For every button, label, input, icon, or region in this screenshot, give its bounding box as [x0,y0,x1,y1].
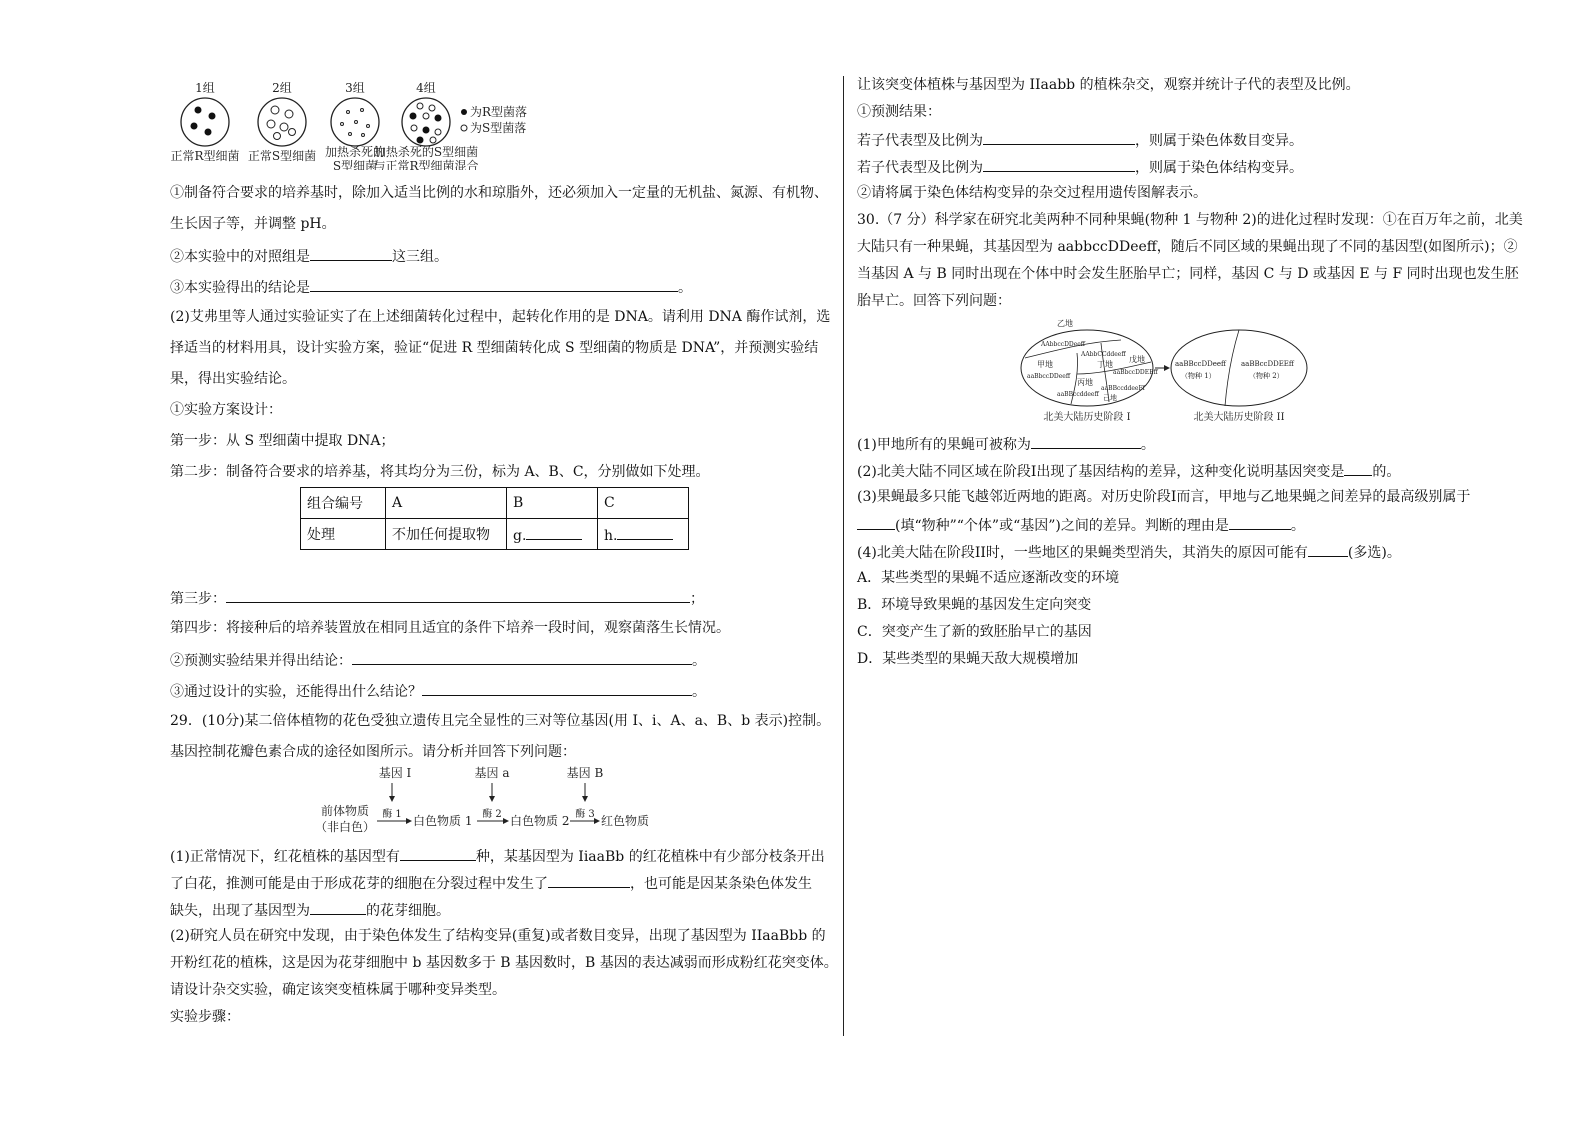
text-line: ①实验方案设计： [170,402,282,418]
region-jia-label: 甲地 [1037,360,1053,369]
colony-figure [170,78,550,170]
stage1-caption: 北美大陆历史阶段 I [1043,412,1131,423]
answer-blank[interactable] [983,130,1135,145]
answer-blank[interactable] [1308,542,1348,557]
species2-genotype: aaBBccDDEEff [1241,360,1294,368]
text-line: 第一步：从 S 型细菌中提取 DNA； [170,433,395,449]
text-line: 第四步：将接种后的培养装置放在相同且适宜的条件下培养一段时间，观察菌落生长情况。 [170,620,730,636]
genotype-ji: aaBBccddeeFf [1101,385,1145,392]
question-conclusion: ③本实验得出的结论是 。 [170,277,692,297]
option-d[interactable]: D．某些类型的果蝇天敌大规模增加 [857,651,1079,667]
text-line: 生长因子等，并调整 pH。 [170,216,336,232]
species1-label: （物种 1） [1181,372,1216,380]
legend-s-label: 为S型菌落 [470,121,527,135]
answer-blank[interactable] [310,900,366,915]
table-cell: 组合编号 [301,488,386,519]
question-29-stem: 29．(10分)某二倍体植物的花色受独立遗传且完全显性的三对等位基因(用 I、i、A、a、B、b 表示)控制。 [170,713,831,729]
genotype-wu: aaBbccDDEEff [1113,369,1158,376]
table-cell: 处理 [301,519,386,550]
species1-genotype: aaBBccDDeeff [1175,360,1226,368]
option-c[interactable]: C．突变产生了新的致胚胎早亡的基因 [857,624,1092,640]
answer-blank[interactable] [617,525,673,540]
q29-sub1: (1)正常情况下，红花植株的基因型有 种，某基因型为 IiaaBb 的红花植株中有少部分枝条开出 [170,846,825,866]
fruitfly-region-diagram [1017,316,1317,428]
stage2-ellipse [1171,330,1307,406]
text-line: 胎早亡。回答下列问题： [857,293,1011,309]
legend-s-dot [461,125,467,131]
text-line: 当基因 A 与 B 同时出现在个体中时会发生胚胎早亡；同样，基因 C 与 D 或基因 E 与 F 同时出现也发生胚 [857,266,1519,282]
table-cell: C [598,488,689,519]
pigment-pathway-diagram [315,765,675,837]
dish-3 [331,98,379,146]
group-1-label: 1组 [195,81,215,95]
group-4-caption-2: 与正常R型细菌混合 [373,159,479,170]
table-row [301,519,689,550]
table-cell: A [386,488,507,519]
text-line: 第二步：制备符合要求的培养基，将其均分为三份，标为 A、B、C，分别做如下处理。 [170,464,710,480]
answer-blank[interactable] [226,588,690,603]
genotype-bing: aaBBccddeeff [1057,391,1099,398]
text-line: 请设计杂交实验，确定该突变植株属于哪种变异类型。 [170,982,506,998]
answer-blank[interactable] [400,846,476,861]
option-a[interactable]: A．某些类型的果蝇不适应逐渐改变的环境 [857,570,1120,586]
text-line: (2)研究人员在研究中发现，由于染色体发生了结构变异(重复)或者数目变异，出现了基因型为 IIaaBbb 的 [170,928,826,944]
red-label: 红色物质 [601,814,650,828]
group-3-label: 3组 [345,81,365,95]
genotype-ding: AAbbCCddeeff [1081,351,1126,358]
table-cell: 不加任何提取物 [386,519,507,550]
region-bing-label: 丙地 [1077,378,1093,387]
answer-blank[interactable] [983,157,1135,172]
legend-r-label: 为R型菌落 [470,105,528,119]
group-4-caption-1: 加热杀死的S型细菌 [373,145,479,159]
table-cell: g. [507,519,598,550]
answer-blank[interactable] [1344,461,1372,476]
precursor-label: 前体物质 [320,804,370,818]
species2-label: （物种 2） [1249,372,1284,380]
q30-sub3-line2: (填“物种”“个体”或“基因”)之间的差异。判断的理由是 。 [857,515,1305,535]
text-line: 让该突变体植株与基因型为 IIaabb 的植株杂交，观察并统计子代的表型及比例。 [857,77,1360,93]
text-line: ②请将属于染色体结构变异的杂交过程用遗传图解表示。 [857,185,1207,201]
q29-sub1-line2: 了白花，推测可能是由于形成花芽的细胞在分裂过程中发生了 ，也可能是因某条染色体发生 [170,873,812,893]
q30-sub3: (3)果蝇最多只能飞越邻近两地的距离。对历史阶段I而言，甲地与乙地果蝇之间差异的最高级别属于 [857,489,1471,505]
question-control-group: ②本实验中的对照组是 这三组。 [170,246,448,266]
answer-blank[interactable] [1229,515,1291,530]
region-yi-label: 乙地 [1057,319,1073,328]
table-row [301,488,689,519]
answer-blank[interactable] [422,681,692,696]
answer-blank[interactable] [352,650,692,665]
group-3-caption-2: S型细菌 [332,159,378,170]
group-2-label: 2组 [272,81,292,95]
white-1-label: 白色物质 1 [413,814,473,828]
table-cell: B [507,488,598,519]
step-three: 第三步： ； [170,588,704,608]
text-line: 择适当的材料用具，设计实验方案，验证“促进 R 型细菌转化成 S 型细菌的物质是 DNA”，并预测实验结 [170,340,819,356]
text-line: ①制备符合要求的培养基时，除加入适当比例的水和琼脂外，还必须加入一定量的无机盐、氮源、有机物、 [170,185,828,201]
text-line: 果，得出实验结论。 [170,371,296,387]
dish-2 [258,98,306,146]
dish-1 [181,98,229,146]
predict-result: ②预测实验结果并得出结论： 。 [170,650,706,670]
group-3-caption-1: 加热杀死的 [324,145,386,159]
answer-blank[interactable] [310,277,678,292]
predict-number-variation: 若子代表型及比例为 ，则属于染色体数目变异。 [857,130,1303,150]
stage2-caption: 北美大陆历史阶段 II [1193,412,1285,423]
text-line: ①预测结果： [857,104,941,120]
group-4-label: 4组 [416,81,436,95]
enzyme-1-label: 酶 1 [382,809,402,820]
white-2-label: 白色物质 2 [510,814,570,828]
genotype-yi: AAbbccDDeeff [1041,341,1086,348]
precursor-note: （非白色） [315,820,376,834]
column-divider [843,76,844,1036]
q30-sub2: (2)北美大陆不同区域在阶段I出现了基因结构的差异，这种变化说明基因突变是 的。 [857,461,1400,481]
text-line: 大陆只有一种果蝇，其基因型为 aabbccDDeeff，随后不同区域的果蝇出现了不同的基因型(如图所示)；② [857,239,1518,255]
answer-blank[interactable] [310,246,392,261]
text-line: 基因控制花瓣色素合成的途径如图所示。请分析并回答下列问题： [170,744,576,760]
group-2-caption: 正常S型细菌 [247,149,317,163]
question-30-stem: 30.（7 分）科学家在研究北美两种不同种果蝇(物种 1 与物种 2)的进化过程时发现：①在百万年之前，北美 [857,212,1523,228]
gene-i-label: 基因 I [378,766,412,780]
table-cell: h. [598,519,689,550]
other-conclusion: ③通过设计的实验，还能得出什么结论？ 。 [170,681,706,701]
enzyme-2-label: 酶 2 [482,809,502,820]
enzyme-3-label: 酶 3 [575,809,595,820]
region-ji-label: 己地 [1103,394,1117,402]
text-line: (2)艾弗里等人通过实验证实了在上述细菌转化过程中，起转化作用的是 DNA。请利用 DNA 酶作试剂，选 [170,309,831,325]
legend-r-dot [461,109,467,115]
answer-blank[interactable] [857,515,895,530]
option-b[interactable]: B．环境导致果蝇的基因发生定向突变 [857,597,1092,613]
genotype-jia: aaBbccDDeeff [1027,373,1071,380]
q29-sub1-line3: 缺失，出现了基因型为 的花芽细胞。 [170,900,450,920]
gene-a-label: 基因 a [474,766,510,780]
predict-structure-variation: 若子代表型及比例为 ，则属于染色体结构变异。 [857,157,1303,177]
group-1-caption: 正常R型细菌 [170,149,240,163]
answer-blank[interactable] [1031,434,1141,449]
text-line: 开粉红花的植株，这是因为花芽细胞中 b 基因数多于 B 基因数时，B 基因的表达减弱而形成粉红花突变体。 [170,955,838,971]
region-ding-label: 丁地 [1097,360,1113,369]
region-wu-label: 戊地 [1129,355,1145,364]
q30-sub4: (4)北美大陆在阶段II时，一些地区的果蝇类型消失，其消失的原因可能有 (多选)。 [857,542,1401,562]
q30-sub1: (1)甲地所有的果蝇可被称为 。 [857,434,1155,454]
answer-blank[interactable] [548,873,630,888]
answer-blank[interactable] [526,525,582,540]
gene-b-label: 基因 B [566,766,604,780]
processing-table [300,487,689,550]
text-line: 实验步骤： [170,1009,240,1025]
dish-4 [402,98,450,146]
